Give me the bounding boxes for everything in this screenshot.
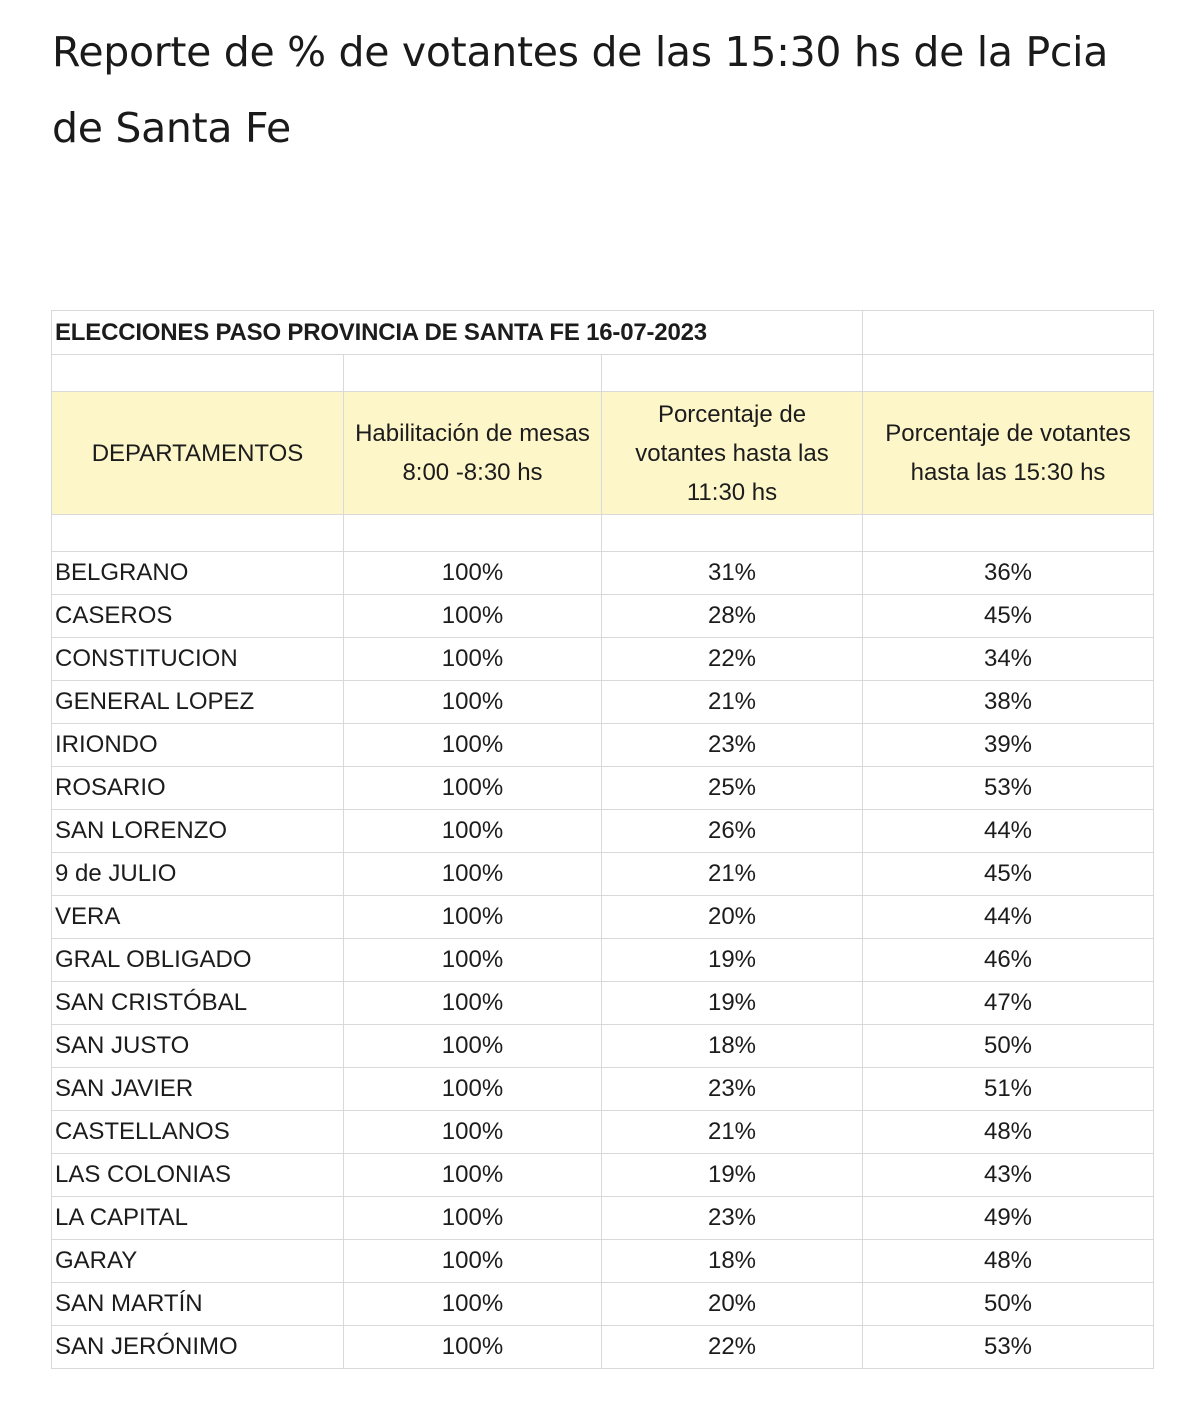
cell-habilitacion: 100%: [344, 595, 602, 638]
empty-cell: [52, 515, 344, 552]
table-row: [52, 767, 1154, 810]
cell-pct-1130: 19%: [602, 982, 863, 1025]
table-row: [52, 1154, 1154, 1197]
cell-departamento: SAN MARTÍN: [52, 1283, 344, 1326]
cell-departamento: CASEROS: [52, 595, 344, 638]
table-row: [52, 939, 1154, 982]
cell-habilitacion: 100%: [344, 1111, 602, 1154]
page-title: Reporte de % de votantes de las 15:30 hs de la Pcia de Santa Fe: [52, 28, 1109, 152]
empty-cell: [344, 355, 602, 392]
table-row: [52, 1025, 1154, 1068]
cell-pct-1530: 43%: [863, 1154, 1154, 1197]
cell-pct-1130: 22%: [602, 1326, 863, 1369]
cell-pct-1130: 23%: [602, 1197, 863, 1240]
spacer-row: [52, 515, 1154, 552]
cell-habilitacion: 100%: [344, 1240, 602, 1283]
cell-pct-1130: 26%: [602, 810, 863, 853]
cell-pct-1130: 25%: [602, 767, 863, 810]
empty-cell: [344, 515, 602, 552]
caption-row: [52, 311, 1154, 355]
cell-pct-1530: 50%: [863, 1025, 1154, 1068]
table-row: [52, 1197, 1154, 1240]
table-row: [52, 552, 1154, 595]
cell-pct-1530: 48%: [863, 1111, 1154, 1154]
cell-pct-1530: 49%: [863, 1197, 1154, 1240]
cell-pct-1530: 39%: [863, 724, 1154, 767]
cell-pct-1130: 20%: [602, 1283, 863, 1326]
cell-habilitacion: 100%: [344, 939, 602, 982]
table-row: [52, 1111, 1154, 1154]
cell-pct-1130: 21%: [602, 681, 863, 724]
spacer-row: [52, 355, 1154, 392]
header-departamentos: DEPARTAMENTOS: [52, 392, 344, 515]
cell-pct-1130: 23%: [602, 724, 863, 767]
table-row: [52, 1283, 1154, 1326]
table-row: [52, 681, 1154, 724]
cell-pct-1130: 23%: [602, 1068, 863, 1111]
table-row: [52, 982, 1154, 1025]
cell-departamento: IRIONDO: [52, 724, 344, 767]
cell-pct-1530: 50%: [863, 1283, 1154, 1326]
cell-departamento: VERA: [52, 896, 344, 939]
cell-habilitacion: 100%: [344, 1068, 602, 1111]
cell-departamento: CASTELLANOS: [52, 1111, 344, 1154]
empty-cell: [602, 515, 863, 552]
cell-pct-1530: 53%: [863, 767, 1154, 810]
table-row: [52, 1326, 1154, 1369]
cell-pct-1130: 19%: [602, 939, 863, 982]
cell-habilitacion: 100%: [344, 1283, 602, 1326]
turnout-table: [51, 310, 1154, 1369]
table-row: [52, 1240, 1154, 1283]
cell-departamento: GENERAL LOPEZ: [52, 681, 344, 724]
header-habilitacion: Habilitación de mesas 8:00 -8:30 hs: [344, 392, 602, 515]
cell-pct-1130: 18%: [602, 1025, 863, 1068]
table-row: [52, 810, 1154, 853]
cell-pct-1530: 46%: [863, 939, 1154, 982]
empty-cell: [863, 311, 1154, 355]
cell-pct-1530: 44%: [863, 810, 1154, 853]
cell-departamento: SAN LORENZO: [52, 810, 344, 853]
cell-departamento: SAN JUSTO: [52, 1025, 344, 1068]
table-row: [52, 1068, 1154, 1111]
table-caption: ELECCIONES PASO PROVINCIA DE SANTA FE 16-07-2023: [52, 311, 863, 355]
header-pct-1530: Porcentaje de votantes hasta las 15:30 hs: [863, 392, 1154, 515]
cell-departamento: SAN JAVIER: [52, 1068, 344, 1111]
cell-departamento: CONSTITUCION: [52, 638, 344, 681]
cell-pct-1130: 22%: [602, 638, 863, 681]
cell-pct-1530: 47%: [863, 982, 1154, 1025]
empty-cell: [602, 355, 863, 392]
cell-pct-1530: 45%: [863, 853, 1154, 896]
table-row: [52, 853, 1154, 896]
cell-pct-1130: 31%: [602, 552, 863, 595]
cell-habilitacion: 100%: [344, 810, 602, 853]
cell-departamento: LA CAPITAL: [52, 1197, 344, 1240]
cell-pct-1130: 21%: [602, 1111, 863, 1154]
cell-departamento: LAS COLONIAS: [52, 1154, 344, 1197]
cell-pct-1530: 44%: [863, 896, 1154, 939]
cell-pct-1130: 19%: [602, 1154, 863, 1197]
cell-habilitacion: 100%: [344, 1154, 602, 1197]
cell-habilitacion: 100%: [344, 1326, 602, 1369]
cell-habilitacion: 100%: [344, 982, 602, 1025]
cell-pct-1530: 51%: [863, 1068, 1154, 1111]
cell-pct-1530: 53%: [863, 1326, 1154, 1369]
empty-cell: [863, 355, 1154, 392]
cell-pct-1530: 45%: [863, 595, 1154, 638]
cell-habilitacion: 100%: [344, 724, 602, 767]
cell-pct-1530: 36%: [863, 552, 1154, 595]
cell-departamento: 9 de JULIO: [52, 853, 344, 896]
cell-pct-1530: 48%: [863, 1240, 1154, 1283]
cell-habilitacion: 100%: [344, 681, 602, 724]
cell-habilitacion: 100%: [344, 767, 602, 810]
table-row: [52, 638, 1154, 681]
cell-pct-1130: 20%: [602, 896, 863, 939]
cell-departamento: SAN JERÓNIMO: [52, 1326, 344, 1369]
cell-departamento: GARAY: [52, 1240, 344, 1283]
cell-habilitacion: 100%: [344, 896, 602, 939]
header-pct-1130: Porcentaje de votantes hasta las 11:30 hs: [602, 392, 863, 515]
empty-cell: [52, 355, 344, 392]
table-row: [52, 724, 1154, 767]
cell-habilitacion: 100%: [344, 638, 602, 681]
empty-cell: [863, 515, 1154, 552]
cell-pct-1530: 34%: [863, 638, 1154, 681]
table-body: [52, 311, 1154, 1369]
cell-habilitacion: 100%: [344, 1025, 602, 1068]
cell-pct-1130: 18%: [602, 1240, 863, 1283]
cell-pct-1130: 28%: [602, 595, 863, 638]
cell-departamento: ROSARIO: [52, 767, 344, 810]
cell-pct-1530: 38%: [863, 681, 1154, 724]
cell-habilitacion: 100%: [344, 552, 602, 595]
header-row: [52, 392, 1154, 515]
cell-pct-1130: 21%: [602, 853, 863, 896]
cell-habilitacion: 100%: [344, 853, 602, 896]
cell-habilitacion: 100%: [344, 1197, 602, 1240]
cell-departamento: BELGRANO: [52, 552, 344, 595]
table-row: [52, 595, 1154, 638]
table-row: [52, 896, 1154, 939]
cell-departamento: SAN CRISTÓBAL: [52, 982, 344, 1025]
cell-departamento: GRAL OBLIGADO: [52, 939, 344, 982]
